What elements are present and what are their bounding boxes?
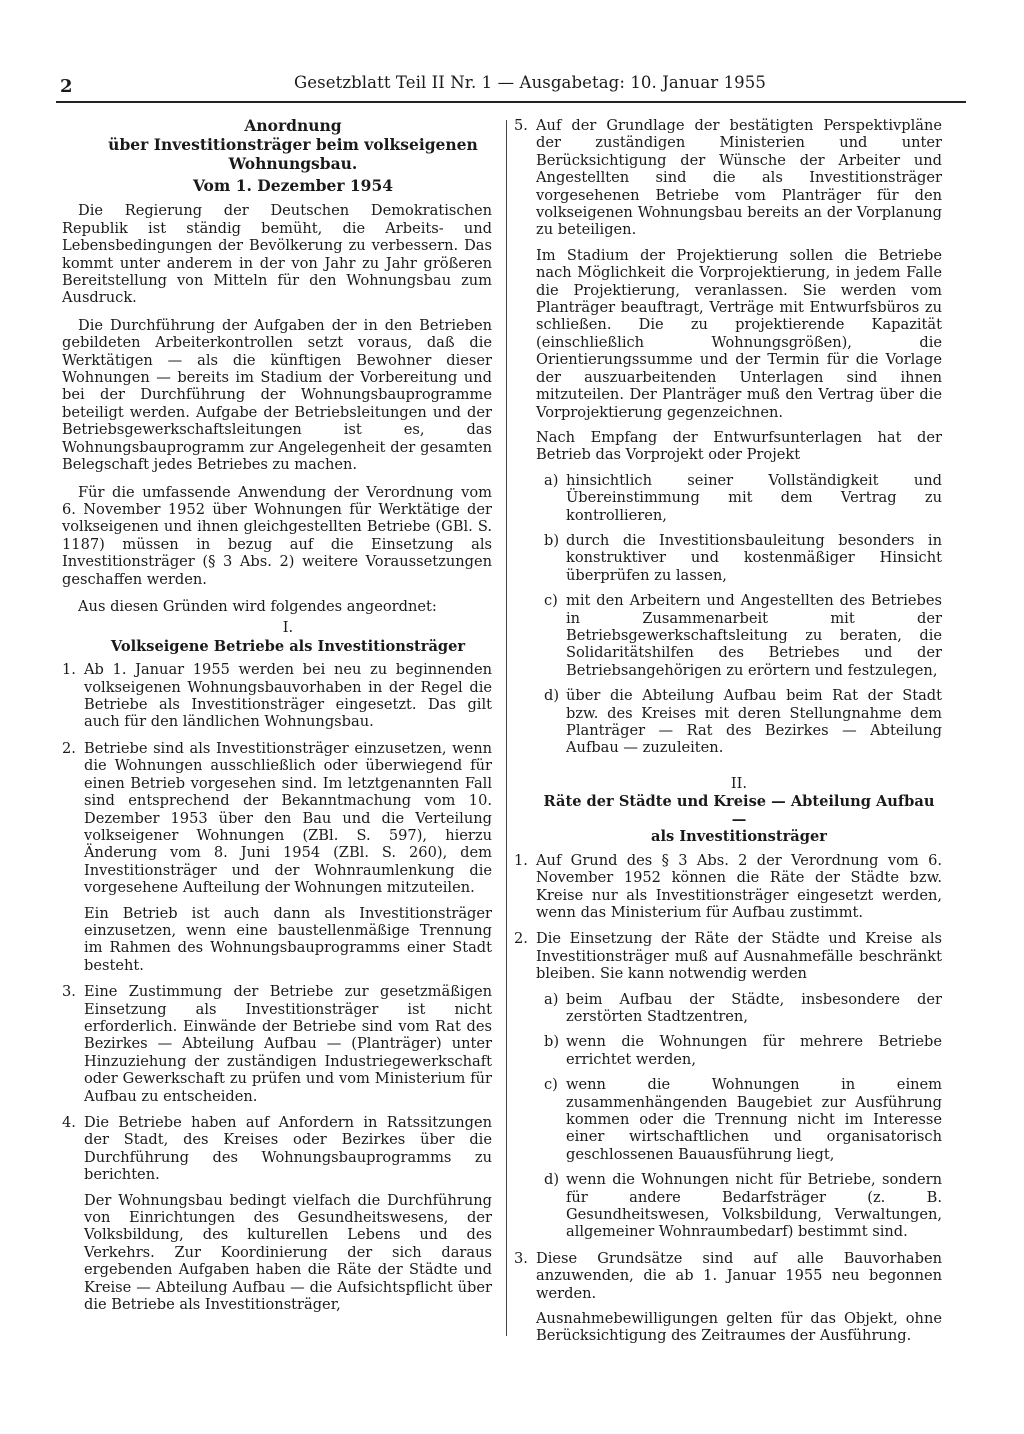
- list-item: [62, 983, 492, 1105]
- list-item: [62, 740, 492, 974]
- title-line: über Investitionsträger beim volkseigenen: [108, 135, 478, 154]
- item-number: 3.: [514, 1249, 528, 1267]
- sub-item-text: über die Abteilung Aufbau beim Rat der Stadt bzw. des Kreises mit deren Stellungnahme dem Planträger — Rat des Bezirkes — Abteilung Aufbau — zuzuleiten.: [566, 687, 942, 757]
- right-column: [514, 117, 942, 1354]
- document-title: [62, 116, 492, 173]
- section-title-line: als Investitionsträger: [651, 828, 827, 846]
- intro-paragraph: Aus diesen Gründen wird folgendes angeordnet:: [78, 597, 437, 615]
- list-item: [514, 117, 942, 757]
- sub-item-label: a): [544, 990, 559, 1008]
- sub-item-text: wenn die Wohnungen in einem zusammenhängenden Baugebiet zur Ausführung kommen oder die Trennung nicht im Interesse einer wirtschaftlichen und organisatorisch geschlossenen Bauausführung liegt,: [566, 1076, 942, 1163]
- sub-item-text: mit den Arbeitern und Angestellten des Betriebes in Zusammenarbeit mit der Betriebsgewerkschaftsleitung zu beraten, die Solidaritätshilfen des Betriebes und der Betriebsangehörigen zu erörtern und festzulegen,: [566, 592, 942, 679]
- item-paragraph: Die Betriebe haben auf Anfordern in Ratssitzungen der Stadt, des Kreises oder Bezirkes über die Durchführung des Wohnungsbauprogramms zu berichten.: [84, 1114, 492, 1184]
- item-number: 2.: [62, 739, 76, 757]
- sub-item-label: b): [544, 531, 560, 549]
- sub-item-text: hinsichtlich seiner Vollständigkeit und Übereinstimmung mit dem Vertrag zu kontrollieren,: [566, 471, 942, 524]
- page-number: 2: [60, 76, 73, 97]
- item-number: 1.: [62, 661, 76, 679]
- intro-paragraph: Die Durchführung der Aufgaben der in den Betrieben gebildeten Arbeiterkontrollen setzt voraus, daß die Werktätigen — als die künftigen Bewohner dieser Wohnungen — bereits im Stadium der Vorbereitung und bei der Durchführung der Wohnungsbauprogramme beteiligt werden. Aufgabe der Betriebsleitungen und der Betriebsgewerkschaftsleitungen ist es, das Wohnungsbauprogramm zur Angelegenheit der gesamten Belegschaft jedes Betriebes zu machen.: [62, 316, 492, 474]
- sub-item: [544, 1033, 942, 1068]
- section-title: [514, 793, 942, 846]
- item-paragraph: Der Wohnungsbau bedingt vielfach die Durchführung von Einrichtungen des Gesundheitswesens, der Volksbildung, des kulturellen Lebens und des Verkehrs. Zur Koordinierung der sich daraus ergebenden Aufgaben haben die Räte der Städte und Kreise — Abteilung Aufbau — die Aufsichtspflicht über die Betriebe als Investitionsträger,: [84, 1191, 492, 1314]
- sub-item-label: c): [544, 1076, 558, 1094]
- item-number: 4.: [62, 1114, 76, 1131]
- sub-item: [544, 1171, 942, 1241]
- item-number: 3.: [62, 983, 76, 1001]
- list-item: [62, 661, 492, 731]
- left-column: [62, 116, 492, 1322]
- sub-item: [544, 991, 942, 1026]
- running-header: Gesetzblatt Teil II Nr. 1 — Ausgabetag: 10. Januar 1955: [294, 73, 766, 92]
- section-number: I.: [282, 619, 294, 637]
- sub-item-label: d): [544, 1171, 560, 1189]
- sub-item-label: c): [544, 592, 558, 610]
- sub-item: [544, 687, 942, 757]
- list-item: [62, 1114, 492, 1313]
- item-paragraph: Auf Grund des § 3 Abs. 2 der Verordnung vom 6. November 1952 können die Räte der Städte bzw. Kreise nur als Investitionsträger eingesetzt werden, wenn das Ministerium für Aufbau zustimmt.: [536, 851, 942, 921]
- item-number: 5.: [514, 117, 528, 134]
- column-divider: [506, 120, 507, 1336]
- item-paragraph: Diese Grundsätze sind auf alle Bauvorhaben anzuwenden, die ab 1. Januar 1955 neu begonnen werden.: [536, 1249, 942, 1302]
- sub-item-text: wenn die Wohnungen nicht für Betriebe, sondern für andere Bedarfsträger (z. B. Gesundheitswesen, Volksbildung, Verwaltungen, allgemeiner Wohnraumbedarf) bestimmt sind.: [566, 1171, 942, 1241]
- item-paragraph: Ein Betrieb ist auch dann als Investitionsträger einzusetzen, wenn eine baustellenmäßige Trennung im Rahmen des Wohnungsbauprogramms einer Stadt besteht.: [84, 904, 492, 974]
- list-item: [514, 930, 942, 1241]
- item-number: 1.: [514, 851, 528, 869]
- sub-item: [544, 1076, 942, 1163]
- sub-item-text: wenn die Wohnungen für mehrere Betriebe errichtet werden,: [566, 1033, 942, 1068]
- item-number: 2.: [514, 930, 528, 948]
- sub-item-label: a): [544, 471, 559, 489]
- intro-paragraph: Die Regierung der Deutschen Demokratischen Republik ist ständig bemüht, die Arbeits- und Lebensbedingungen der Bevölkerung zu verbessern. Das kommt unter anderem in der von Jahr zu Jahr größeren Bereitstellung von Mitteln für den Wohnungsbau zum Ausdruck.: [62, 202, 492, 307]
- header-rule: [56, 101, 966, 103]
- sub-item: [544, 592, 942, 679]
- sub-item-text: durch die Investitionsbauleitung besonders in konstruktiver und kostenmäßiger Hinsicht überprüfen zu lassen,: [566, 531, 942, 584]
- item-paragraph: Die Einsetzung der Räte der Städte und Kreise als Investitionsträger muß auf Ausnahmefälle beschränkt bleiben. Sie kann notwendig werden: [536, 930, 942, 983]
- item-paragraph: Eine Zustimmung der Betriebe zur gesetzmäßigen Einsetzung als Investitionsträger ist nicht erforderlich. Einwände der Betriebe sind vom Rat des Bezirkes — Abteilung Aufbau — (Planträger) unter Hinzuziehung der zuständigen Industriegewerkschaft oder Gewerkschaft zu prüfen und vom Ministerium für Aufbau zu entscheiden.: [84, 983, 492, 1105]
- sub-item-text: beim Aufbau der Städte, insbesondere der zerstörten Stadtzentren,: [566, 990, 942, 1025]
- title-line: Anordnung: [244, 116, 342, 135]
- item-paragraph: Im Stadium der Projektierung sollen die Betriebe nach Möglichkeit die Vorprojektierung, in jedem Falle die Projektierung, veranlassen. Sie werden vom Planträger beauftragt, Verträge mit Entwurfsbüros zu schließen. Die zu projektierende Kapazität (einschließlich Wohnungsgrößen), die Orientierungssumme und der Termin für die Vorlage der auszuarbeitenden Unterlagen sind ihnen mitzuteilen. Der Planträger muß den Vertrag über die Vorprojektierung gegenzeichnen.: [536, 246, 942, 421]
- section-number: II.: [730, 774, 748, 792]
- title-line: Wohnungsbau.: [228, 154, 358, 173]
- list-item: [514, 852, 942, 922]
- intro-paragraph: Für die umfassende Anwendung der Verordnung vom 6. November 1952 über Wohnungen für Werktätige der volkseigenen und ihnen gleichgestellten Betriebe (GBl. S. 1187) müssen in bezug auf die Einsetzung als Investitionsträger (§ 3 Abs. 2) weitere Voraussetzungen geschaffen werden.: [62, 483, 492, 588]
- section-title: Volkseigene Betriebe als Investitionsträger: [110, 637, 466, 655]
- list-item: [514, 1250, 942, 1345]
- item-paragraph: Auf der Grundlage der bestätigten Perspektivpläne der zuständigen Ministerien und unter Berücksichtigung der Wünsche der Arbeiter und Angestellten sind die als Investitionsträger vorgesehenen Betriebe vom Planträger für den volkseigenen Wohnungsbau bereits an der Vorplanung zu beteiligen.: [536, 117, 942, 239]
- item-paragraph: Betriebe sind als Investitionsträger einzusetzen, wenn die Wohnungen ausschließlich oder überwiegend für einen Betrieb vorgesehen sind. Im letztgenannten Fall sind entsprechend der Bekanntmachung vom 10. Dezember 1953 über den Bau und die Verteilung volkseigener Wohnungen (ZBl. S. 597), hierzu Änderung vom 8. Juni 1954 (ZBl. S. 260), dem Investitionsträger und der Wohnraumlenkung die vorgesehene Aufteilung der Wohnungen mitzuteilen.: [84, 739, 492, 897]
- item-paragraph: Ab 1. Januar 1955 werden bei neu zu beginnenden volkseigenen Wohnungsbauvorhaben in der Regel die Betriebe als Investitionsträger eingesetzt. Das gilt auch für den ländlichen Wohnungsbau.: [84, 661, 492, 731]
- sub-item: [544, 532, 942, 584]
- sub-item-label: d): [544, 687, 560, 705]
- item-paragraph: Ausnahmebewilligungen gelten für das Objekt, ohne Berücksichtigung des Zeitraumes der Ausführung.: [536, 1310, 942, 1345]
- sub-item-label: b): [544, 1033, 560, 1051]
- document-date: Vom 1. Dezember 1954: [192, 176, 394, 195]
- item-paragraph: Nach Empfang der Entwurfsunterlagen hat der Betrieb das Vorprojekt oder Projekt: [536, 428, 942, 464]
- sub-item: [544, 472, 942, 524]
- section-title-line: Räte der Städte und Kreise — Abteilung Aufbau —: [543, 793, 935, 828]
